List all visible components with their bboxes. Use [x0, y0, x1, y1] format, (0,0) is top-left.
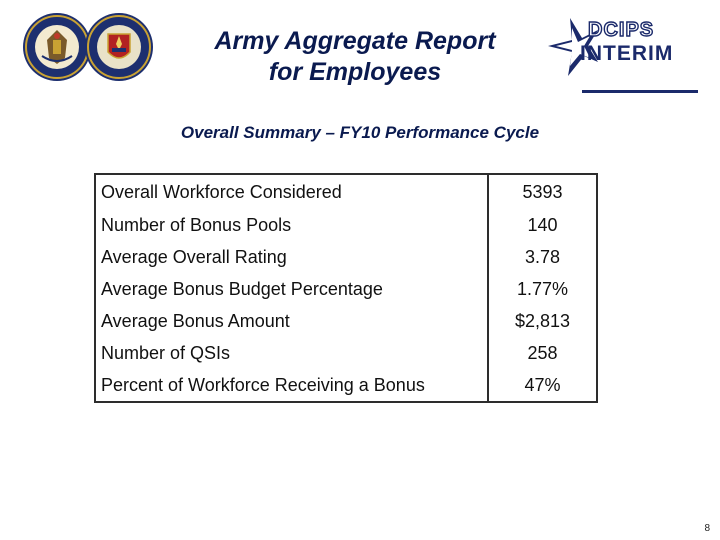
row-value: 3.78 [524, 247, 561, 267]
row-value: 47% [524, 375, 561, 395]
row-value: 258 [527, 343, 558, 363]
row-value: 1.77% [516, 279, 569, 299]
table-row [95, 305, 597, 337]
header-rule [582, 90, 698, 93]
row-value: 140 [527, 215, 558, 235]
table-row [95, 241, 597, 273]
page-number: 8 [704, 523, 710, 534]
intelligence-seal-icon [84, 12, 154, 82]
row-value: 5393 [522, 182, 563, 202]
row-label: Average Bonus Amount [95, 305, 488, 337]
table-row [95, 209, 597, 241]
row-label: Number of Bonus Pools [95, 209, 488, 241]
section-subtitle: Overall Summary – FY10 Performance Cycle [180, 123, 540, 142]
logo-word-interim: INTERIM [580, 42, 674, 65]
logo-word-dcips: DCIPS [588, 19, 655, 41]
title-line-1: Army Aggregate Report [214, 27, 496, 55]
row-label: Percent of Workforce Receiving a Bonus [95, 369, 488, 402]
table-row [95, 273, 597, 305]
title-line-2: for Employees [268, 58, 442, 86]
row-label: Overall Workforce Considered [95, 174, 488, 209]
row-label: Average Overall Rating [95, 241, 488, 273]
summary-table [94, 173, 598, 403]
table-row [95, 174, 597, 209]
table-row [95, 337, 597, 369]
report-title [175, 26, 535, 88]
row-label: Average Bonus Budget Percentage [95, 273, 488, 305]
army-seal-icon [22, 12, 92, 82]
row-label: Number of QSIs [95, 337, 488, 369]
row-value: $2,813 [514, 311, 571, 331]
dcips-interim-logo [546, 16, 698, 78]
table-row [95, 369, 597, 402]
